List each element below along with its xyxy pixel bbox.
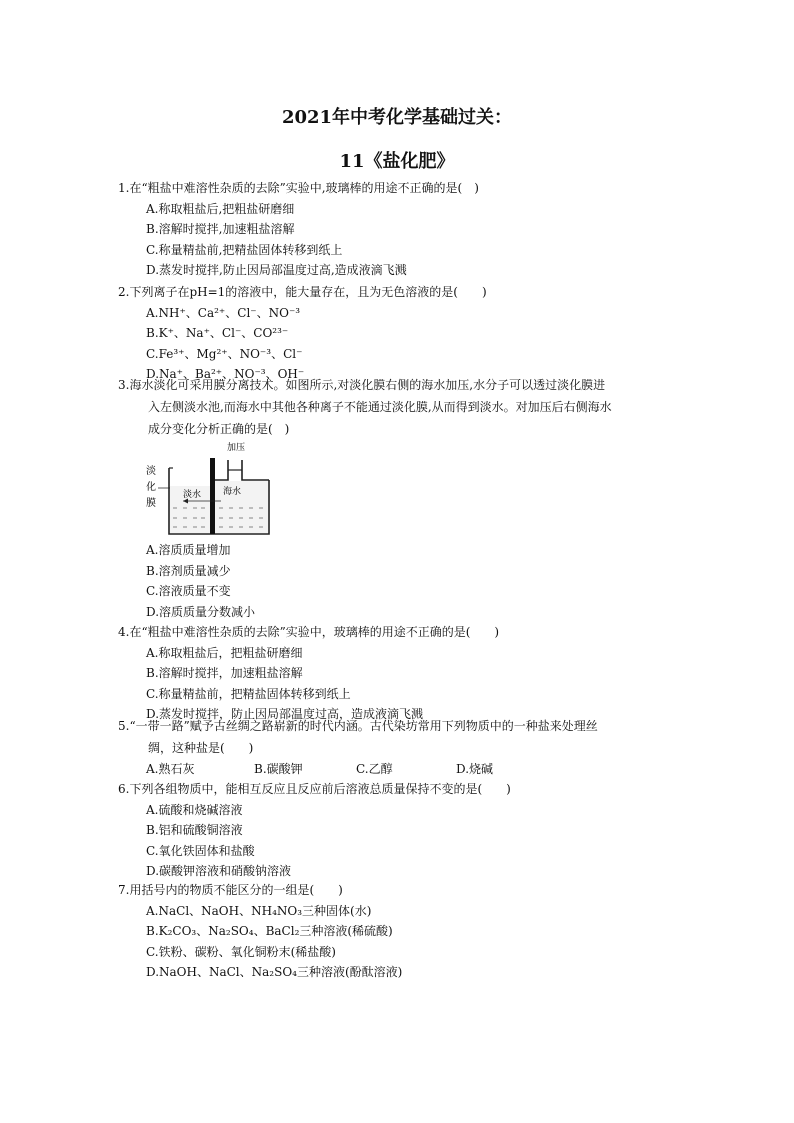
- option-b: B.K⁺、Na⁺、Cl⁻、CO²³⁻: [146, 326, 289, 340]
- question-4: [118, 622, 708, 725]
- option-a: A.NH⁺、Ca²⁺、Cl⁻、NO⁻³: [146, 305, 301, 320]
- option-c: C.氧化铁固体和盐酸: [146, 843, 255, 858]
- option-d: D.Na⁺、Ba²⁺、NO⁻³、OH⁻: [146, 367, 305, 381]
- option-a: A.熟石灰: [146, 762, 195, 776]
- question-3-options: [118, 540, 708, 622]
- option-d: D.蒸发时搅拌,防止因局部温度过高,造成液滴飞溅: [146, 263, 407, 277]
- option-b: B.溶解时搅拌,加速粗盐溶解: [146, 222, 295, 236]
- question-stem-line-1: 3.海水淡化可采用膜分离技术。如图所示,对淡化膜右侧的海水加压,水分子可以透过淡化膜进: [118, 378, 606, 392]
- question-stem-line-1: 5.“一带一路”赋予古丝绸之路崭新的时代内涵。古代染坊常用下列物质中的一种盐来处理丝: [118, 719, 598, 733]
- question-stem: 4.在“粗盐中难溶性杂质的去除”实验中，玻璃棒的用途不正确的是( ): [118, 625, 500, 639]
- option-b: B.溶剂质量减少: [146, 563, 231, 578]
- options-row: [118, 759, 718, 780]
- question-1: [118, 178, 708, 281]
- option-c: C.Fe³⁺、Mg²⁺、NO⁻³、Cl⁻: [146, 346, 303, 361]
- option-c: C.乙醇: [356, 762, 393, 776]
- option-c: C.称量精盐前,把精盐固体转移到纸上: [146, 242, 343, 257]
- membrane-label-2: 化: [146, 482, 156, 493]
- option-b: B.碳酸钾: [254, 762, 303, 776]
- question-5: [118, 715, 718, 780]
- question-7: [118, 880, 708, 983]
- question-stem: 1.在“粗盐中难溶性杂质的去除”实验中,玻璃棒的用途不正确的是( ): [118, 181, 479, 195]
- option-c: C.称量精盐前，把精盐固体转移到纸上: [146, 686, 351, 701]
- membrane-label-3: 膜: [146, 498, 156, 509]
- option-a: A.溶质质量增加: [146, 543, 231, 557]
- option-c: C.溶液质量不变: [146, 584, 231, 598]
- option-b: B.铝和硫酸铜溶液: [146, 823, 243, 837]
- option-c: C.铁粉、碳粉、氧化铜粉末(稀盐酸): [146, 944, 336, 959]
- question-stem: 7.用括号内的物质不能区分的一组是( ): [118, 883, 343, 897]
- option-d: D.碳酸钾溶液和硝酸钠溶液: [146, 864, 292, 878]
- option-d: D.NaOH、NaCl、Na₂SO₄三种溶液(酚酞溶液): [146, 965, 403, 979]
- fresh-water-label: 淡水: [183, 490, 202, 500]
- desalination-diagram-svg: [143, 438, 278, 538]
- option-a: A.硫酸和烧碱溶液: [146, 802, 243, 817]
- question-stem-line-2: 绸，这种盐是( ): [148, 741, 254, 755]
- question-6: [118, 779, 708, 882]
- desalination-diagram: [143, 438, 278, 538]
- question-3: [118, 374, 718, 440]
- question-2: [118, 282, 708, 385]
- question-stem-line-3: 成分变化分析正确的是( ): [148, 422, 290, 436]
- sea-water-label: 海水: [223, 487, 242, 497]
- membrane: [210, 458, 215, 534]
- option-d: D.溶质质量分数减小: [146, 604, 256, 619]
- question-stem-line-2: 入左侧淡水池,而海水中其他各种离子不能通过淡化膜,从而得到淡水。对加压后右侧海水: [148, 400, 612, 414]
- pressure-label: 加压: [227, 443, 246, 453]
- option-d: D.烧碱: [456, 762, 494, 776]
- question-stem: 2.下列离子在pH=1的溶液中，能大量存在，且为无色溶液的是( ): [118, 285, 487, 299]
- option-a: A.NaCl、NaOH、NH₄NO₃三种固体(水): [146, 903, 372, 918]
- option-b: B.K₂CO₃、Na₂SO₄、BaCl₂三种溶液(稀硫酸): [146, 924, 393, 938]
- option-a: A.称取粗盐后,把粗盐研磨细: [146, 201, 295, 216]
- membrane-label-1: 淡: [146, 466, 156, 477]
- option-a: A.称取粗盐后，把粗盐研磨细: [146, 645, 303, 660]
- document-title: 2021年中考化学基础过关：: [281, 107, 513, 128]
- option-b: B.溶解时搅拌，加速粗盐溶解: [146, 666, 303, 680]
- option-d: D.蒸发时搅拌，防止因局部温度过高，造成液滴飞溅: [146, 707, 424, 721]
- question-stem: 6.下列各组物质中，能相互反应且反应前后溶液总质量保持不变的是( ): [118, 782, 511, 796]
- document-subtitle: 11《盐化肥》: [339, 151, 455, 172]
